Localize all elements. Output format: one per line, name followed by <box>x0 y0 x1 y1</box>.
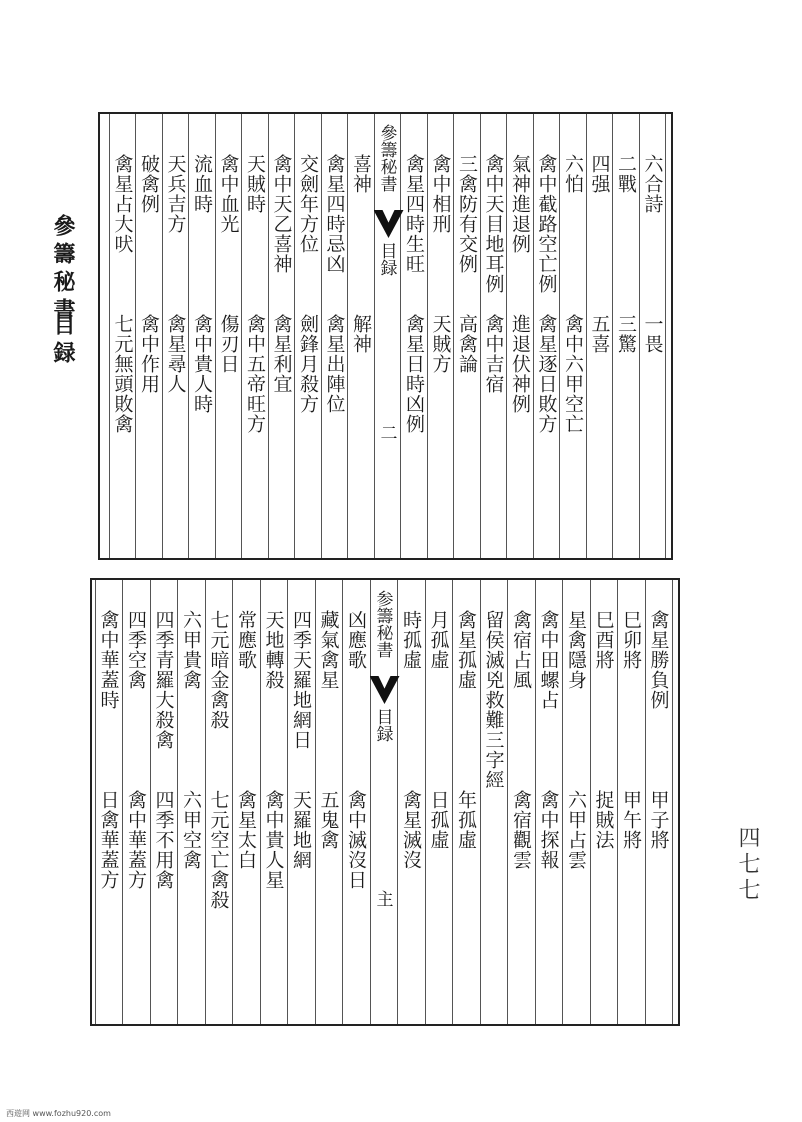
margin-book-title: 参籌秘書 <box>372 590 393 658</box>
toc-entry: 六甲空禽 <box>180 790 202 870</box>
column-rule <box>342 580 343 1024</box>
toc-entry: 藏氣禽星 <box>317 610 340 690</box>
column-rule <box>150 580 151 1024</box>
margin-folio: 主 <box>372 890 393 907</box>
toc-entry: 禽中華蓋時 <box>97 610 120 710</box>
toc-entry: 高禽論 <box>456 314 478 374</box>
toc-entry: 禽星四時生旺 <box>403 154 425 274</box>
column-rule <box>397 580 398 1024</box>
toc-entry: 禽星四時忌凶 <box>323 154 346 274</box>
column-rule <box>109 114 110 558</box>
toc-entry: 禽中吉宿 <box>482 314 505 394</box>
toc-entry: 禽星逐日敗方 <box>535 314 558 434</box>
column-rule <box>672 580 673 1024</box>
column-rule <box>177 580 178 1024</box>
toc-entry: 四季天羅地網日 <box>290 610 312 750</box>
toc-entry: 禽中華蓋方 <box>125 790 147 890</box>
toc-entry: 禽星勝負例 <box>647 610 670 710</box>
column-rule <box>135 114 136 558</box>
toc-entry: 五鬼禽 <box>317 790 340 850</box>
toc-entry: 天賊時 <box>244 154 266 214</box>
column-rule <box>95 580 96 1024</box>
column-rule <box>425 580 426 1024</box>
toc-entry: 常應歌 <box>235 610 257 670</box>
column-rule <box>590 580 591 1024</box>
column-rule <box>162 114 163 558</box>
toc-entry: 傷刃日 <box>217 314 240 374</box>
toc-entry: 禽星日時凶例 <box>403 314 425 434</box>
column-rule <box>294 114 295 558</box>
toc-entry: 月孤虛 <box>427 610 450 670</box>
toc-entry: 天地轉殺 <box>262 610 285 690</box>
toc-entry: 甲午將 <box>620 790 642 850</box>
toc-entry: 禽中五帝旺方 <box>244 314 266 434</box>
toc-entry: 禽星利宜 <box>270 314 293 394</box>
column-rule <box>617 580 618 1024</box>
column-rule <box>232 580 233 1024</box>
column-rule <box>215 114 216 558</box>
toc-entry: 六甲貴禽 <box>180 610 202 690</box>
column-rule <box>535 580 536 1024</box>
toc-entry: 凶應歌 <box>345 610 367 670</box>
toc-entry: 交劍年方位 <box>297 154 319 254</box>
column-rule <box>480 114 481 558</box>
toc-entry: 禽中探報 <box>537 790 560 870</box>
toc-entry: 流血時 <box>191 154 213 214</box>
column-rule <box>452 580 453 1024</box>
toc-entry: 禽中貴人星 <box>262 790 285 890</box>
section-label: 目録 <box>50 313 76 369</box>
column-rule <box>260 580 261 1024</box>
toc-entry: 六合詩 <box>641 154 664 214</box>
column-rule <box>639 114 640 558</box>
toc-entry: 禽宿占風 <box>510 610 532 690</box>
toc-entry: 禽中滅沒日 <box>345 790 367 890</box>
column-rule <box>559 114 560 558</box>
toc-entry: 四强 <box>588 154 611 194</box>
toc-entry: 禽星占大吠 <box>111 154 134 254</box>
toc-entry: 二戰 <box>615 154 637 194</box>
toc-entry: 巳酉將 <box>592 610 615 670</box>
toc-entry: 七元無頭敗禽 <box>111 314 134 434</box>
column-rule <box>533 114 534 558</box>
toc-entry: 解神 <box>350 314 372 354</box>
column-rule <box>400 114 401 558</box>
column-rule <box>205 580 206 1024</box>
toc-entry: 七元暗金禽殺 <box>207 610 230 730</box>
toc-entry: 三禽防有交例 <box>456 154 478 274</box>
toc-entry: 三驚 <box>615 314 637 354</box>
toc-entry: 破禽例 <box>138 154 160 214</box>
column-rule <box>507 580 508 1024</box>
margin-section: 目録 <box>372 708 393 742</box>
footer-watermark: 西遊网 www.fozhu920.com <box>6 1109 111 1118</box>
column-rule <box>241 114 242 558</box>
toc-entry: 禽中貴人時 <box>191 314 213 414</box>
toc-entry: 進退伏神例 <box>509 314 531 414</box>
toc-entry: 禽中作用 <box>138 314 160 394</box>
toc-entry: 留侯滅兇救難三字經 <box>482 610 505 790</box>
toc-entry: 禽中血光 <box>217 154 240 234</box>
toc-entry: 禽星滅沒 <box>400 790 422 870</box>
column-rule <box>122 580 123 1024</box>
column-rule <box>347 114 348 558</box>
toc-entry: 六怕 <box>562 154 584 194</box>
page-number: 四七七 <box>735 826 760 904</box>
toc-entry: 喜神 <box>350 154 372 194</box>
toc-entry: 天賊方 <box>429 314 452 374</box>
column-rule <box>370 580 371 1024</box>
toc-entry: 禽中天乙喜神 <box>270 154 293 274</box>
column-rule <box>315 580 316 1024</box>
toc-entry: 六甲占雲 <box>565 790 587 870</box>
column-rule <box>268 114 269 558</box>
toc-entry: 禽中天目地耳例 <box>482 154 505 294</box>
column-rule <box>562 580 563 1024</box>
column-rule <box>612 114 613 558</box>
toc-entry: 禽星孤虛 <box>455 610 477 690</box>
toc-entry: 年孤虛 <box>455 790 477 850</box>
toc-entry: 五喜 <box>588 314 611 354</box>
toc-entry: 四季不用禽 <box>152 790 175 890</box>
column-rule <box>480 580 481 1024</box>
book-title: 參籌秘書 <box>50 214 76 326</box>
toc-entry: 巳卯將 <box>620 610 642 670</box>
toc-entry: 一畏 <box>641 314 664 354</box>
toc-entry: 日孤虛 <box>427 790 450 850</box>
toc-entry: 氣神進退例 <box>509 154 531 254</box>
toc-entry: 禽中相刑 <box>429 154 452 234</box>
column-rule <box>506 114 507 558</box>
toc-entry: 四季空禽 <box>125 610 147 690</box>
toc-entry: 禽星出陣位 <box>323 314 346 414</box>
toc-entry: 禽中截路空亡例 <box>535 154 558 294</box>
margin-book-title: 參籌秘書 <box>376 124 397 192</box>
column-rule <box>453 114 454 558</box>
column-rule <box>374 114 375 558</box>
column-rule <box>586 114 587 558</box>
column-rule <box>188 114 189 558</box>
toc-entry: 禽中田螺占 <box>537 610 560 710</box>
toc-entry: 日禽華蓋方 <box>97 790 120 890</box>
toc-entry: 四季青羅大殺禽 <box>152 610 175 750</box>
top-page-frame <box>98 112 673 560</box>
toc-entry: 禽星尋人 <box>164 314 187 394</box>
toc-entry: 禽宿觀雲 <box>510 790 532 870</box>
toc-entry: 禽中六甲空亡 <box>562 314 584 434</box>
toc-entry: 星禽隱身 <box>565 610 587 690</box>
column-rule <box>665 114 666 558</box>
column-rule <box>321 114 322 558</box>
column-rule <box>645 580 646 1024</box>
margin-section: 目録 <box>376 242 397 276</box>
margin-folio: 二 <box>376 424 397 441</box>
toc-entry: 禽星太白 <box>235 790 257 870</box>
fish-tail-mark-icon <box>374 210 404 238</box>
toc-entry: 時孤虛 <box>400 610 422 670</box>
toc-entry: 劍鋒月殺方 <box>297 314 319 414</box>
fish-tail-mark-icon <box>370 676 400 704</box>
column-rule <box>287 580 288 1024</box>
column-rule <box>427 114 428 558</box>
toc-entry: 甲子將 <box>647 790 670 850</box>
bottom-page-frame <box>90 578 680 1026</box>
toc-entry: 七元空亡禽殺 <box>207 790 230 910</box>
toc-entry: 天羅地網 <box>290 790 312 870</box>
toc-entry: 天兵吉方 <box>164 154 187 234</box>
toc-entry: 捉賊法 <box>592 790 615 850</box>
